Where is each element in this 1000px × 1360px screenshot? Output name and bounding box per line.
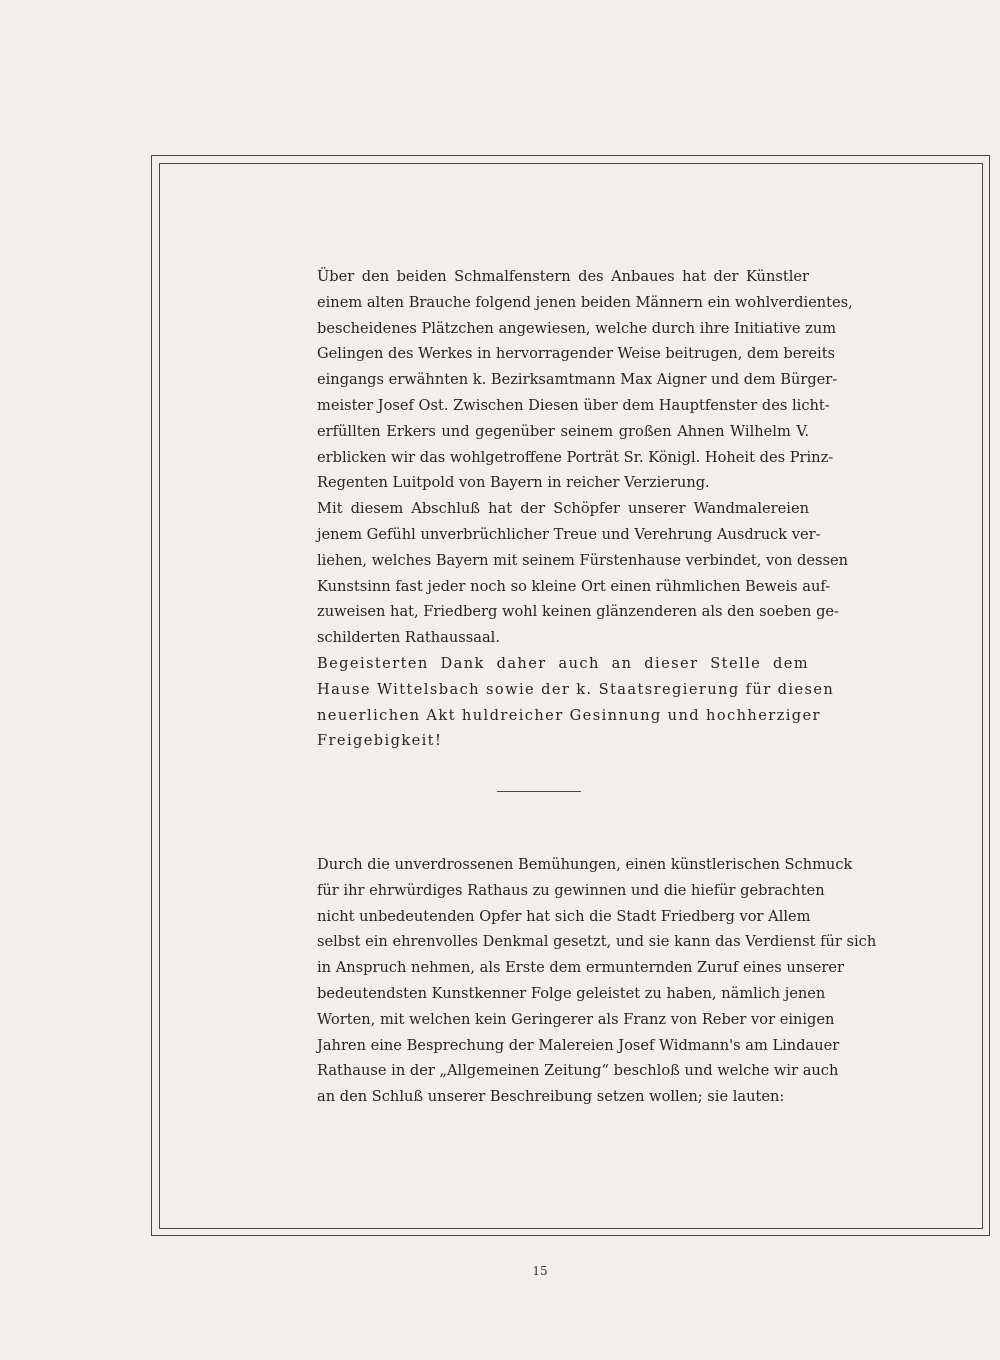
text-line: Gelingen des Werkes in hervorragender Weise beitrugen, dem bereits	[317, 345, 836, 363]
text-line: jenem Gefühl unverbrüchlicher Treue und Verehrung Ausdruck ver-	[317, 525, 821, 543]
text-line: Durch die unverdrossenen Bemühungen, einen künstlerischen Schmuck	[317, 856, 853, 873]
text-line: in Anspruch nehmen, als Erste dem ermunternden Zuruf eines unserer	[317, 959, 844, 977]
text-line: zuweisen hat, Friedberg wohl keinen glänzenderen als den soeben ge-	[317, 603, 839, 621]
text-line: für ihr ehrwürdiges Rathaus zu gewinnen und die hiefür gebrachten	[317, 881, 825, 899]
page-number: 15	[532, 1264, 548, 1278]
paragraph	[273, 496, 849, 651]
text-line: Rathause in der „Allgemeinen Zeitung“ beschloß und welche wir auch	[317, 1062, 839, 1080]
text-line: Jahren eine Besprechung der Malereien Josef Widmann's am Lindauer	[317, 1036, 840, 1054]
text-line: neuerlichen Akt huldreicher Gesinnung und hochherziger	[317, 706, 821, 724]
text-line: Über den beiden Schmalfenstern des Anbaues hat der Künstler	[317, 268, 809, 285]
text-line: erblicken wir das wohlgetroffene Porträt Sr. Königl. Hoheit des Prinz-	[317, 448, 834, 466]
text-line: eingangs erwähnten k. Bezirksamtmann Max Aigner und dem Bürger-	[317, 371, 838, 389]
text-line: bescheidenes Plätzchen angewiesen, welche durch ihre Initiative zum	[317, 319, 837, 337]
text-line: schilderten Rathaussaal.	[317, 629, 500, 647]
section-divider	[497, 791, 581, 792]
text-line: liehen, welches Bayern mit seinem Fürstenhause verbindet, von dessen	[317, 551, 849, 569]
text-line: Begeisterten Dank daher auch an dieser Stelle dem	[317, 654, 809, 672]
text-block-top	[273, 264, 853, 754]
paragraph	[273, 264, 853, 496]
paragraph	[273, 651, 835, 754]
text-line: meister Josef Ost. Zwischen Diesen über dem Hauptfenster des licht-	[317, 396, 830, 414]
text-line: an den Schluß unserer Beschreibung setzen wollen; sie lauten:	[317, 1088, 785, 1106]
text-line: erfüllten Erkers und gegenüber seinem großen Ahnen Wilhelm V.	[317, 422, 809, 440]
text-block-bottom	[273, 852, 877, 1110]
text-line: Worten, mit welchen kein Geringerer als Franz von Reber vor einigen	[317, 1010, 835, 1028]
text-line: Freigebigkeit!	[317, 732, 443, 750]
text-line: einem alten Brauche folgend jenen beiden Männern ein wohlverdientes,	[317, 293, 853, 311]
text-line: Regenten Luitpold von Bayern in reicher Verzierung.	[317, 474, 710, 492]
text-line: nicht unbedeutenden Opfer hat sich die Stadt Friedberg vor Allem	[317, 907, 811, 925]
paragraph	[273, 852, 877, 1110]
text-line: Kunstsinn fast jeder noch so kleine Ort einen rühmlichen Beweis auf-	[317, 577, 831, 595]
text-line: selbst ein ehrenvolles Denkmal gesetzt, und sie kann das Verdienst für sich	[317, 933, 877, 951]
text-line: bedeutendsten Kunstkenner Folge geleistet zu haben, nämlich jenen	[317, 984, 826, 1002]
text-line: Mit diesem Abschluß hat der Schöpfer unserer Wandmalereien	[317, 500, 809, 518]
text-line: Hause Wittelsbach sowie der k. Staatsregierung für diesen	[317, 680, 835, 698]
